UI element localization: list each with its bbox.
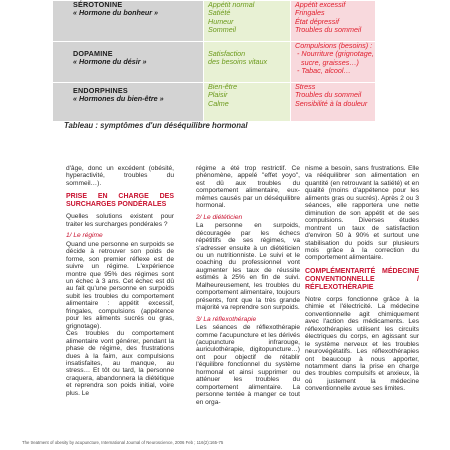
paragraph: nisme a besoin, sans frustrations. Elle va rééquilibrer son alimentation en quantité (en retrouvant la satiété) et en qualité (moins d'appétence pour les aliments gras ou sucrés). Après 2 ou 3 séances, elle rapportera une nette diminution de son appétit et de ses compulsions. Diverses études montrent un taux de satisfaction d'environ 50 à 90% et surtout une stabilisation du poids sur plusieurs mois grâce à la correction du comportement alimentaire. — [305, 165, 419, 262]
normal-item: Calme — [208, 98, 229, 108]
intro-paragraph: d'âge, donc un excédent (obésité, hyperactivité, troubles du sommeil…). — [66, 165, 174, 187]
normal-item: Humeur — [208, 16, 234, 26]
normal-item: des besoins vitaux — [208, 57, 268, 67]
hormone-cell — [53, 42, 204, 83]
text-column-2 — [196, 165, 300, 406]
paragraph: Ces troubles du comportement alimentaire vont générer, pendant la phase de régime, des frustrations dues à la faim, aux compulsions insatisfaites, au manque, au stress… Et tôt ou tard, la personne craquera, abandonnera la diététique et reprendra son poids initial, voire plus. Le — [66, 330, 174, 397]
imbalance-cell — [291, 1, 376, 42]
normal-item: Bien-être — [208, 82, 238, 91]
hormone-name: SÉROTONINE — [73, 0, 123, 9]
normal-item: Appétit normal — [208, 0, 255, 9]
subsection-title: 1/ Le régime — [66, 232, 103, 240]
table-row-endorphines — [53, 83, 376, 122]
paragraph: Notre corps fonctionne grâce à la chimie et l'électricité. La médecine conventionnelle agit chimiquement avec l'action des médicaments. Les réflexothérapies utilisent les circuits électriques du corps, en agissant sur le système nerveux et les troubles neurovégétatifs. Les réflexothérapies ont beaucoup à nous apporter, notamment dans la prise en charge des troubles compulsifs et anxieux, là où justement la médecine conventionnelle avoue ses limites. — [305, 295, 419, 393]
paragraph: La personne en surpoids, découragée par les échecs répétitifs de ses régimes, va s'adresser ensuite à un diététicien ou un nutritionniste. Le suivi et le coaching du professionnel vont augmenter les taux de réussite estimés à 25% en fin de suivi. Malheureusement, les troubles du comportement alimentaire, toujours présents, font que la très grande majorité va reprendre son surpoids. — [196, 222, 300, 312]
text-column-1 — [66, 165, 174, 397]
imbalance-item: Troubles du sommeil — [295, 90, 362, 100]
hormone-cell — [53, 83, 204, 122]
table-caption: Tableau : symptômes d'un déséquilibre hormonal — [64, 121, 248, 130]
imbalance-item: - Nourriture (grignotage, — [295, 49, 374, 59]
paragraph: Quelles solutions existent pour traiter les surcharges pondérales ? — [66, 213, 174, 228]
paragraph: régime a été trop restrictif. Ce phénomène, appelé "effet yoyo", est dû aux troubles du comportement alimentaire, eux-mêmes causés par un déséquilibre hormonal. — [196, 165, 300, 210]
table-row-serotonine — [53, 1, 376, 42]
table-row-dopamine — [53, 42, 376, 83]
hormone-role: « Hormone du bonheur » — [73, 8, 159, 18]
section-title: PRISE EN CHARGE DES SURCHARGES PONDÉRALES — [66, 193, 174, 209]
hormone-symptom-table — [52, 0, 376, 122]
hormone-table-container — [52, 0, 376, 118]
imbalance-item: Fringales — [295, 8, 325, 18]
imbalance-item: sucre, graisses…) — [295, 57, 359, 67]
hormone-role: « Hormones du bien-être » — [73, 94, 164, 104]
imbalance-item: État dépressif — [295, 16, 339, 26]
imbalance-item: Stress — [295, 82, 316, 91]
hormone-cell — [53, 1, 204, 42]
hormone-name: ENDORPHINES — [73, 86, 128, 95]
normal-cell — [204, 83, 291, 122]
subsection-title: 2/ Le diététicien — [196, 213, 243, 221]
hormone-role: « Hormone du désir » — [73, 57, 147, 67]
normal-item: Satisfaction — [208, 49, 246, 58]
normal-item: Satiété — [208, 8, 231, 18]
text-column-3 — [305, 165, 419, 393]
normal-cell — [204, 1, 291, 42]
reference-footer: The treatment of obesity by acupuncture, International Journal of Neuroscience, 2006 Feb ; 116(2):165-75 — [22, 440, 224, 445]
paragraph: Les séances de réflexothérapie comme l'acupuncture et les dérivés (acupuncture infrarouge, auriculothérapie, digitopuncture…) ont pour objectif de rétablir l'équilibre fonctionnel du système hormonal et ainsi supprimer ou atténuer les troubles du comportement alimentaire. La personne tentée à manger ce tout en orga- — [196, 324, 300, 406]
imbalance-item: - Tabac, alcool… — [295, 66, 351, 76]
section-title: COMPLÉMENTARITÉ MÉDECINE CONVENTIONNELLE / RÉFLEXOTHÉRAPIE — [305, 267, 419, 291]
imbalance-cell — [291, 42, 376, 83]
paragraph: Quand une personne en surpoids se décide à retrouver son poids de forme, son premier réflexe est de suivre un régime. L'expérience montre que 95% des régimes sont un échec à 3 ans. Cet échec est dû au fait qu'une personne en surpoids subit les troubles du comportement alimentaire : appétit excessif, fringales, compulsions (appétence pour les aliments sucrés ou gras, grignotage). — [66, 240, 174, 330]
normal-item: Sommeil — [208, 25, 236, 35]
imbalance-item: Appétit excessif — [295, 0, 346, 9]
hormone-name: DOPAMINE — [73, 49, 113, 58]
imbalance-cell — [291, 83, 376, 122]
normal-item: Plaisir — [208, 90, 228, 100]
imbalance-item: Compulsions (besoins) : — [295, 41, 373, 50]
imbalance-item: Sensibilité à la douleur — [295, 98, 368, 108]
normal-cell — [204, 42, 291, 83]
imbalance-item: Troubles du sommeil — [295, 25, 362, 35]
subsection-title: 3/ La réflexothérapie — [196, 315, 257, 323]
